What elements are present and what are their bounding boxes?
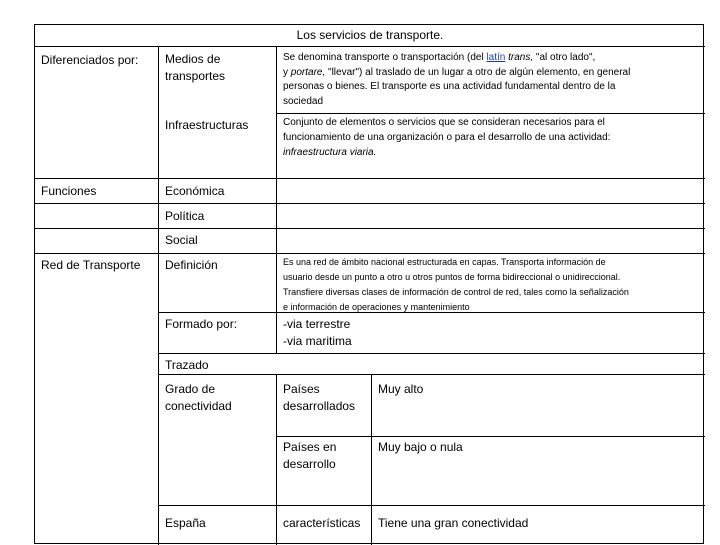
- label-red-transporte: Red de Transporte: [41, 258, 141, 272]
- rule-between-paises: [276, 436, 705, 437]
- value-muy-bajo: Muy bajo o nula: [378, 440, 463, 454]
- definicion-desc-line-4: e información de operaciones y mantenimiento: [283, 302, 470, 312]
- funcion-politica: Política: [165, 209, 205, 223]
- rule-under-diferenciados: [35, 178, 705, 179]
- rule-under-trazado: [158, 374, 705, 375]
- label-medios-line-2: transportes: [165, 69, 226, 83]
- table-title: Los servicios de transporte.: [296, 28, 444, 42]
- rule-col-2-bottom: [276, 374, 277, 545]
- definicion-desc-line-1: Es una red de ámbito nacional estructurada en capas. Transporta información de: [283, 257, 606, 267]
- label-infraestructuras: Infraestructuras: [165, 118, 249, 132]
- infra-desc-line-2: funcionamiento de una organización o para el desarrollo de una actividad:: [283, 132, 611, 143]
- rule-under-funciones: [35, 253, 705, 254]
- medios-desc-line-2: y portare, "llevar") al traslado de un lugar a otro de algún elemento, en general: [283, 67, 631, 78]
- label-trazado: Trazado: [165, 358, 209, 372]
- paises-desarrollados-line-2: desarrollados: [283, 399, 356, 413]
- definicion-desc-line-3: Transfiere diversas clases de información de control de red, tales como la señalización: [283, 287, 629, 297]
- funcion-social: Social: [165, 233, 198, 247]
- funcion-economica: Económica: [165, 184, 225, 198]
- rule-col-2-top: [276, 46, 277, 353]
- infra-desc-line-1: Conjunto de elementos o servicios que se consideran necesarios para el: [283, 117, 605, 128]
- label-funciones: Funciones: [41, 184, 97, 198]
- label-grado-line-2: conectividad: [165, 399, 232, 413]
- paises-en-desarrollo-line-2: desarrollo: [283, 457, 336, 471]
- rule-under-economica: [35, 203, 705, 204]
- value-muy-alto: Muy alto: [378, 382, 424, 396]
- label-espana: España: [165, 516, 206, 530]
- rule-above-espana: [158, 505, 705, 506]
- formado-item-terrestre: -via terrestre: [283, 317, 351, 331]
- label-formado-por: Formado por:: [165, 317, 238, 331]
- espana-caracteristicas: características: [283, 516, 361, 530]
- medios-desc-line-1: Se denomina transporte o transportación (del latín trans, "al otro lado",: [283, 52, 596, 63]
- paises-en-desarrollo-line-1: Países en: [283, 440, 337, 454]
- transport-services-table: [34, 24, 704, 544]
- rule-under-title: [35, 46, 705, 47]
- latin-link[interactable]: latín: [486, 52, 506, 63]
- infra-desc-line-3: infraestructura viaria.: [283, 147, 377, 158]
- label-definicion: Definición: [165, 258, 218, 272]
- formado-item-maritima: -via maritima: [283, 334, 352, 348]
- rule-col-3: [371, 374, 372, 545]
- label-medios-line-1: Medios de: [165, 52, 221, 66]
- rule-under-medios: [276, 113, 705, 114]
- medios-desc-line-3: personas o bienes. El transporte es una actividad fundamental dentro de la: [283, 81, 616, 92]
- definicion-desc-line-2: usuario desde un punto a otro u otros puntos de forma bidireccional o unidireccional.: [283, 272, 621, 282]
- rule-under-politica: [35, 228, 705, 229]
- rule-under-formado: [158, 353, 705, 354]
- medios-desc-line-4: sociedad: [283, 96, 324, 107]
- paises-desarrollados-line-1: Países: [283, 382, 320, 396]
- rule-col-1: [158, 46, 159, 545]
- label-grado-line-1: Grado de: [165, 382, 216, 396]
- espana-conectividad: Tiene una gran conectividad: [378, 516, 529, 530]
- label-diferenciados: Diferenciados por:: [41, 53, 139, 67]
